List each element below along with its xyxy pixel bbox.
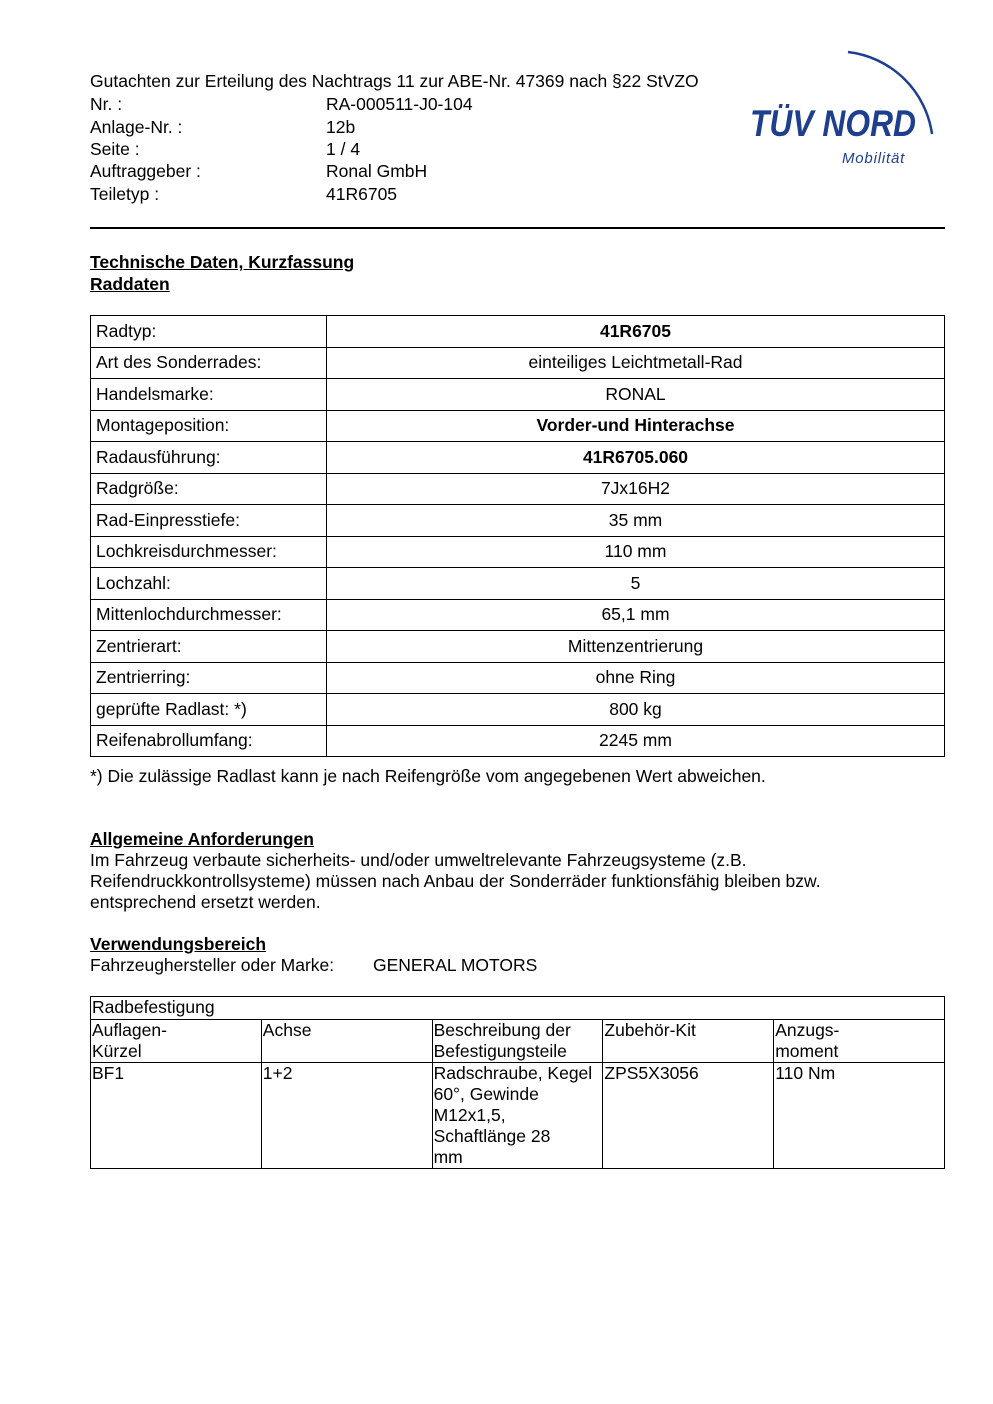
table-row [91,599,945,631]
table-row [91,568,945,600]
row-label: Lochkreisdurchmesser: [91,536,327,568]
row-value: Vorder-und Hinterachse [327,410,945,442]
header-row-auftraggeber [90,161,428,182]
header-row-nr [90,94,473,115]
row-value: 2245 mm [327,725,945,757]
cell-anzugsmoment: 110 Nm [774,1063,945,1169]
row-value: RONAL [327,379,945,411]
manufacturer-label: Fahrzeughersteller oder Marke: [90,955,335,975]
row-label: Art des Sonderrades: [91,347,327,379]
table-row [91,410,945,442]
table-header-row [91,1020,945,1063]
table-row [91,379,945,411]
radlast-footnote: *) Die zulässige Radlast kann je nach Reifengröße vom angegebenen Wert abweichen. [90,766,766,786]
row-label: Zentrierart: [91,631,327,663]
row-value: 5 [327,568,945,600]
header-value: 12b [326,117,356,137]
table-title-row [91,997,945,1020]
raddaten-table [90,315,945,757]
row-value: 41R6705.060 [327,442,945,474]
row-label: Rad-Einpresstiefe: [91,505,327,537]
header-achse: Achse [261,1020,432,1063]
row-value: 65,1 mm [327,599,945,631]
manufacturer-line [90,955,538,976]
header-label: Anlage-Nr. : [90,117,183,137]
header-value: Ronal GmbH [326,161,428,181]
row-value: 35 mm [327,505,945,537]
header-beschreibung: Beschreibung der Befestigungsteile [432,1020,603,1063]
table-title: Radbefestigung [91,997,945,1020]
svg-text:TÜV NORD: TÜV NORD [750,103,916,144]
header-value: 41R6705 [326,184,398,204]
row-label: Radausführung: [91,442,327,474]
radbefestigung-table [90,996,945,1169]
header-anzugsmoment: Anzugs- moment [774,1020,945,1063]
table-row [91,505,945,537]
row-value: ohne Ring [327,662,945,694]
manufacturer-value: GENERAL MOTORS [373,955,538,975]
header-zubehoer-kit: Zubehör-Kit [603,1020,774,1063]
header-divider [90,227,945,229]
header-label: Seite : [90,139,140,159]
header-row-anlage [90,117,356,138]
table-row [91,1063,945,1169]
table-row [91,442,945,474]
header-label: Nr. : [90,94,123,114]
header-value: RA-000511-J0-104 [326,94,473,114]
table-row [91,473,945,505]
table-row [91,631,945,663]
row-value: 110 mm [327,536,945,568]
row-label: Reifenabrollumfang: [91,725,327,757]
cell-beschreibung: Radschraube, Kegel 60°, Gewinde M12x1,5, Schaftlänge 28 mm [432,1063,603,1169]
header-value: 1 / 4 [326,139,361,159]
section-heading-allgemeine-anforderungen: Allgemeine Anforderungen [90,829,314,849]
tuv-nord-logo [746,46,950,176]
cell-kuerzel: BF1 [91,1063,262,1169]
cell-zubehoer-kit: ZPS5X3056 [603,1063,774,1169]
table-row [91,662,945,694]
paragraph-line: Reifendruckkontrollsysteme) müssen nach Anbau der Sonderräder funktionsfähig bleiben bzw. [90,871,821,891]
header-label: Teiletyp : [90,184,160,204]
row-value: 800 kg [327,694,945,726]
row-label: Mittenlochdurchmesser: [91,599,327,631]
section-heading-verwendungsbereich: Verwendungsbereich [90,934,267,954]
svg-text:Mobilität: Mobilität [842,150,906,167]
row-label: Radtyp: [91,316,327,348]
row-label: Montageposition: [91,410,327,442]
row-label: Handelsmarke: [91,379,327,411]
table-row [91,347,945,379]
document-title: Gutachten zur Erteilung des Nachtrags 11 zur ABE-Nr. 47369 nach §22 StVZO [90,71,699,91]
table-row [91,316,945,348]
table-row [91,536,945,568]
row-label: Radgröße: [91,473,327,505]
header-row-seite [90,139,361,160]
paragraph-line: entsprechend ersetzt werden. [90,892,321,912]
row-value: 41R6705 [327,316,945,348]
header-label: Auftraggeber : [90,161,201,181]
cell-achse: 1+2 [261,1063,432,1169]
row-label: geprüfte Radlast: *) [91,694,327,726]
paragraph-line: Im Fahrzeug verbaute sicherheits- und/oder umweltrelevante Fahrzeugsysteme (z.B. [90,850,747,870]
table-row [91,694,945,726]
row-value: Mittenzentrierung [327,631,945,663]
header-kuerzel: Auflagen- Kürzel [91,1020,262,1063]
section-subheading-raddaten: Raddaten [90,274,170,294]
section-heading-technische-daten: Technische Daten, Kurzfassung [90,252,355,272]
table-row [91,725,945,757]
row-label: Lochzahl: [91,568,327,600]
row-value: einteiliges Leichtmetall-Rad [327,347,945,379]
row-label: Zentrierring: [91,662,327,694]
row-value: 7Jx16H2 [327,473,945,505]
header-row-teiletyp [90,184,398,205]
